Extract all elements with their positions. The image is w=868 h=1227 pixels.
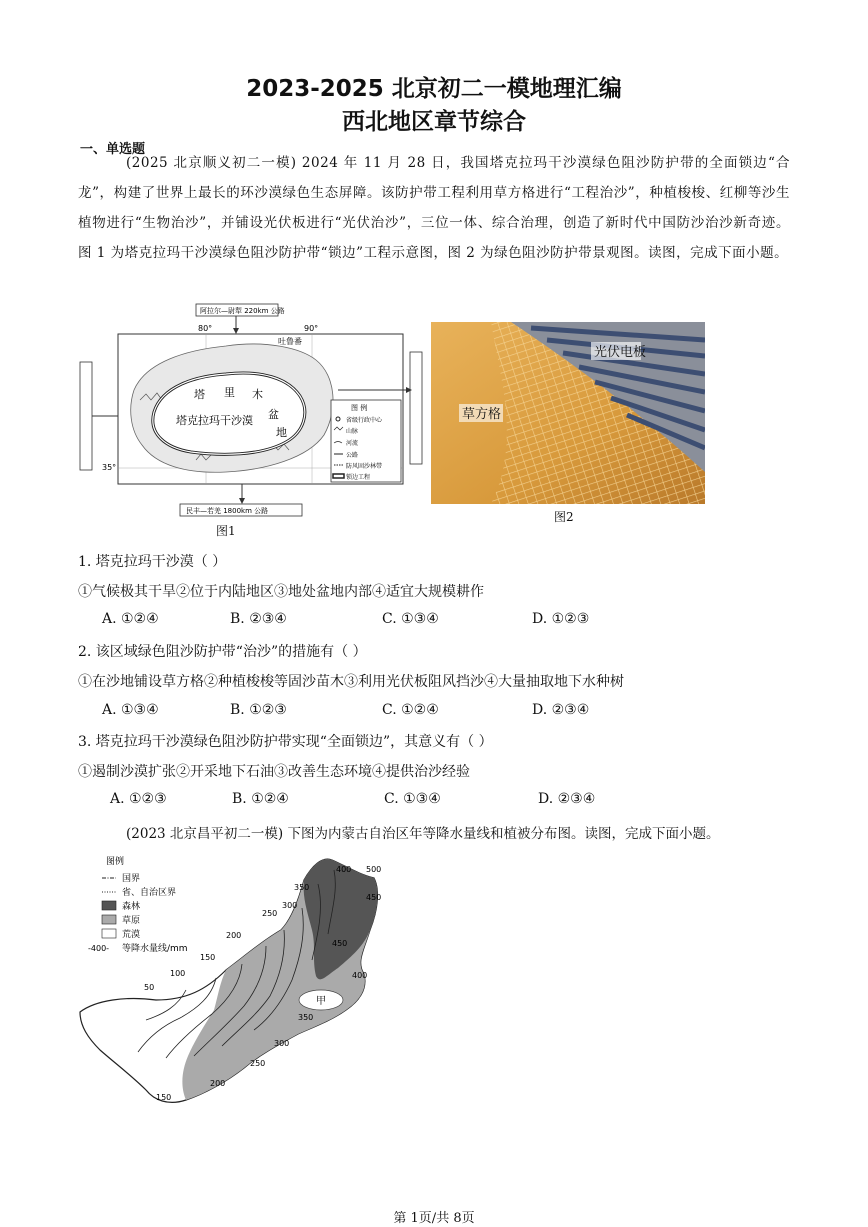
fig1-bottom-label: 民丰—若羌 1800km 公路: [186, 507, 269, 515]
map-isohyet-label-6: 250: [262, 909, 278, 918]
question-3-option-c[interactable]: C. ①③④: [384, 791, 441, 807]
question-1-option-a[interactable]: A. ①②④: [102, 611, 159, 627]
intro-paragraph-1-text: (2025 北京顺义初二一模) 2024 年 11 月 28 日，我国塔克拉玛干沙漠绿色阻沙防护带的全面锁边“合龙”，构建了世界上最长的环沙漠绿色生态屏障。该防护带工程利用草方格进行“工程治沙”，种植梭梭、红柳等沙生植物进行“生物治沙”，并铺设光伏板进行“光伏治沙”，三位一体、综合治理，创造了新时代中国防沙治沙新奇迹。图 1 为塔克拉玛干沙漠绿色阻沙防护带“锁边”工程示意图，图 2 为绿色阻沙防护带景观图。读图，完成下面小题。: [78, 155, 790, 261]
map-isohyet-label-17: 150: [156, 1093, 172, 1102]
fig1-corner-label: 吐鲁番: [278, 337, 302, 346]
question-1-stem: 1. 塔克拉玛干沙漠（ ）: [78, 554, 227, 570]
fig1-lon-right: 90°: [304, 324, 319, 333]
map-isohyet-label-1: 500: [366, 865, 382, 874]
question-2-stem: 2. 该区域绿色阻沙防护带“治沙”的措施有（ ）: [78, 644, 367, 660]
map-legend-item-1: 国界: [122, 874, 141, 884]
map-isohyet-label-14: 300: [274, 1039, 290, 1048]
map-isohyet-label-11: 450: [332, 939, 348, 948]
figure-1-caption: 图1: [216, 524, 236, 538]
map-isohyet-label-10: 50: [144, 983, 155, 992]
fig1-legend-item-3: 河流: [346, 440, 359, 447]
page-subtitle: 西北地区章节综合: [342, 109, 526, 135]
fig1-basin-char-3: 木: [252, 388, 263, 401]
fig2-grass-label: 草方格: [462, 407, 502, 422]
fig1-basin-char-5: 地: [276, 426, 287, 439]
question-1-items: ①气候极其干旱②位于内陆地区③地处盆地内部④适宜大规模耕作: [78, 584, 484, 600]
question-2-option-a[interactable]: A. ①③④: [102, 702, 159, 718]
section-title: 一、单选题: [80, 142, 146, 157]
map-legend-sample-value: -400-: [88, 944, 110, 953]
map-isohyet-label-5: 300: [282, 901, 298, 910]
map-isohyet-label-15: 250: [250, 1059, 266, 1068]
map-legend-item-4: 草原: [122, 916, 141, 926]
intro-paragraph-1: [78, 148, 790, 268]
fig1-lat-label: 35°: [102, 463, 117, 472]
map-legend-item-3: 森林: [122, 902, 141, 912]
fig2-pv-label: 光伏电板: [594, 345, 647, 360]
fig1-legend-item-4: 公路: [346, 452, 359, 459]
fig1-basin-char-1: 塔: [194, 388, 205, 401]
fig1-top-label: 阿拉尔—尉犁 220km 公路: [200, 307, 285, 315]
intro-paragraph-2: (2023 北京昌平初二一模) 下图为内蒙古自治区年等降水量线和植被分布图。读图，完成下面小题。: [126, 826, 720, 842]
figure-1-map: [76, 300, 426, 545]
map-isohyet-label-12: 400: [352, 971, 368, 980]
question-2-option-d[interactable]: D. ②③④: [532, 702, 590, 718]
page-footer: 第 1页/共 8页: [393, 1211, 475, 1226]
question-3-option-b[interactable]: B. ①②④: [232, 791, 289, 807]
question-3-option-a[interactable]: A. ①②③: [110, 791, 167, 807]
fig1-legend-item-1: 省级行政中心: [346, 417, 383, 424]
fig1-basin-char-2: 里: [224, 386, 235, 399]
question-3-option-d[interactable]: D. ②③④: [538, 791, 596, 807]
question-3-items: ①遏制沙漠扩张②开采地下石油③改善生态环境④提供治沙经验: [78, 764, 470, 780]
map-isohyet-label-2: 450: [366, 893, 382, 902]
map-isohyet-label-16: 200: [210, 1079, 226, 1088]
question-1-option-b[interactable]: B. ②③④: [230, 611, 287, 627]
fig1-legend-item-5: 防风固沙林带: [346, 463, 383, 470]
map-isohyet-label-7: 200: [226, 931, 242, 940]
map-isohyet-label-9: 100: [170, 969, 186, 978]
map-legend-item-2: 省、自治区界: [122, 888, 177, 898]
fig1-lon-left: 80°: [198, 324, 213, 333]
map-isohyet-label-3: 400: [336, 865, 352, 874]
question-3-stem: 3. 塔克拉玛干沙漠绿色阻沙防护带实现“全面锁边”，其意义有（ ）: [78, 734, 493, 750]
question-2-items: ①在沙地铺设草方格②种植梭梭等固沙苗木③利用光伏板阻风挡沙④大量抽取地下水种树: [78, 674, 624, 690]
page-title: 2023-2025 北京初二一模地理汇编: [246, 76, 622, 102]
map-legend-title: 图例: [106, 857, 125, 867]
question-1-option-d[interactable]: D. ①②③: [532, 611, 590, 627]
map-legend-item-5: 荒漠: [122, 930, 141, 940]
figure-2-photo: [431, 322, 705, 504]
fig1-legend-item-6: 锁边工程: [346, 474, 371, 481]
map-legend-item-6: 等降水量线/mm: [122, 944, 188, 954]
question-2-option-c[interactable]: C. ①②④: [382, 702, 439, 718]
map-isohyet-label-8: 150: [200, 953, 216, 962]
fig1-desert-label: 塔克拉玛干沙漠: [176, 414, 253, 427]
map-isohyet-label-4: 350: [294, 883, 310, 892]
question-2-option-b[interactable]: B. ①②③: [230, 702, 287, 718]
fig1-basin-char-4: 盆: [268, 408, 279, 421]
figure-inner-mongolia-map: [76, 850, 396, 1112]
question-1-option-c[interactable]: C. ①③④: [382, 611, 439, 627]
figure-2-caption: 图2: [554, 510, 574, 524]
fig1-legend-item-2: 山脉: [346, 428, 359, 435]
map-place-label: 甲: [316, 996, 326, 1007]
fig1-legend-title: 图 例: [351, 404, 368, 412]
map-isohyet-label-13: 350: [298, 1013, 314, 1022]
